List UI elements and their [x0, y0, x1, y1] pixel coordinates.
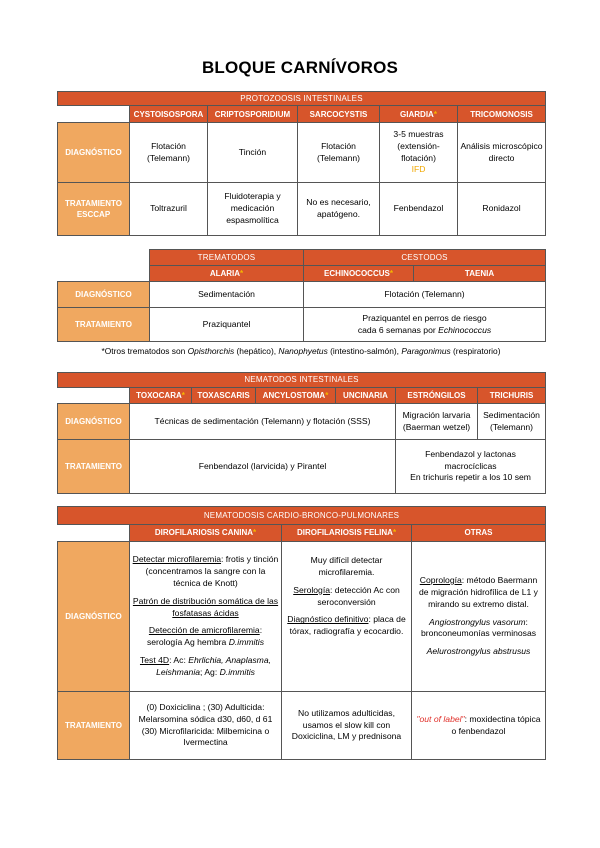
trematodos-band: TREMATODOS [150, 250, 304, 266]
cestodos-band: CESTODOS [304, 250, 546, 266]
row-tratamiento: TRATAMIENTO [58, 692, 130, 760]
col-ancylostoma: ANCYLOSTOMA* [256, 388, 336, 404]
col-uncinaria: UNCINARIA [336, 388, 396, 404]
diag-alaria: Sedimentación [150, 282, 304, 308]
diag-trichuris: Sedimentación (Telemann) [478, 404, 546, 440]
diag-ascaridos: Técnicas de sedimentación (Telemann) y flotación (SSS) [130, 404, 396, 440]
trat-giardia: Fenbendazol [380, 183, 458, 236]
col-dirofilariosis-canina: DIROFILARIOSIS CANINA* [130, 525, 282, 542]
diag-otras: Coprología: método Baermann de migración hidrofílica de L1 y mirando su extremo distal. Angiostrongylus vasorum: bronconeumonías verminosas Aelurostrongylus abstrusus [412, 542, 546, 692]
diag-criptosporidium: Tinción [208, 123, 298, 183]
row-diagnostico: DIAGNÓSTICO [58, 404, 130, 440]
col-trichuris: TRICHURIS [478, 388, 546, 404]
row-diagnostico: DIAGNÓSTICO [58, 123, 130, 183]
trat-criptosporidium: Fluidoterapia y medicación espasmolítica [208, 183, 298, 236]
page-title: BLOQUE CARNÍVOROS [201, 58, 399, 77]
trat-estrongilos-trichuris: Fenbendazol y lactonas macrocíclicas En trichuris repetir a los 10 sem [396, 440, 546, 494]
ifd-label: IFD [411, 164, 426, 175]
row-diagnostico: DIAGNÓSTICO [58, 282, 150, 308]
col-criptosporidium: CRIPTOSPORIDIUM [208, 106, 298, 123]
trat-ascaridos: Fenbendazol (larvicida) y Pirantel [130, 440, 396, 494]
row-tratamiento: TRATAMIENTO ESCCAP [58, 183, 130, 236]
protozoosis-band: PROTOZOOSIS INTESTINALES [58, 92, 546, 106]
cardio-table [57, 506, 546, 760]
col-sarcocystis: SARCOCYSTIS [298, 106, 380, 123]
nematodos-table [57, 372, 546, 494]
col-giardia: GIARDIA* [380, 106, 458, 123]
trematodos-footnote: *Otros trematodos son Opisthorchis (hepático), Nanophyetus (intestino-salmón), Paragonimus (respiratorio) [101, 346, 501, 356]
col-taenia: TAENIA [414, 266, 546, 282]
row-tratamiento: TRATAMIENTO [58, 308, 150, 342]
trat-otras: "out of label": moxidectina tópica o fenbendazol [412, 692, 546, 760]
col-toxascaris: TOXASCARIS [192, 388, 256, 404]
diag-canina: Detectar microfilaremia: frotis y tinción (concentramos la sangre con la técnica de Knott) Patrón de distribución somática de las fosfatasas ácidas Detección de amicrofilaremia: serología Ag hembra D.immitis Test 4D: Ac: Ehrlichia, Anaplasma, Leishmania; Ag: D.immitis [130, 542, 282, 692]
col-alaria: ALARIA* [150, 266, 304, 282]
col-dirofilariosis-felina: DIROFILARIOSIS FELINA* [282, 525, 412, 542]
trat-sarcocystis: No es necesario, apatógeno. [298, 183, 380, 236]
col-cystoisospora: CYSTOISOSPORA [130, 106, 208, 123]
row-diagnostico: DIAGNÓSTICO [58, 542, 130, 692]
protozoosis-table [57, 91, 546, 236]
col-otras: OTRAS [412, 525, 546, 542]
trat-alaria: Praziquantel [150, 308, 304, 342]
col-toxocara: TOXOCARA* [130, 388, 192, 404]
cardio-band: NEMATODOSIS CARDIO-BRONCO-PULMONARES [58, 507, 546, 525]
diag-estrongilos: Migración larvaria (Baerman wetzel) [396, 404, 478, 440]
nematodos-band: NEMATODOS INTESTINALES [58, 373, 546, 388]
diag-tricomonosis: Análisis microscópico directo [458, 123, 546, 183]
trat-tricomonosis: Ronidazol [458, 183, 546, 236]
diag-felina: Muy difícil detectar microfilaremia. Serología: detección Ac con seroconversión Diagnóstico definitivo: placa de tórax, radiografía y ecocardio. [282, 542, 412, 692]
trat-cystoisospora: Toltrazuril [130, 183, 208, 236]
trat-canina: (0) Doxiciclina ; (30) Adulticida: Melarsomina sódica d30, d60, d 61 (30) Microfilaricida: Milbemicina o Ivermectina [130, 692, 282, 760]
col-echinococcus: ECHINOCOCCUS* [304, 266, 414, 282]
col-estrongilos: ESTRÓNGILOS [396, 388, 478, 404]
trematodos-cestodos-table [57, 249, 546, 342]
trat-cestodos: Praziquantel en perros de riesgo cada 6 semanas por Echinococcus [304, 308, 546, 342]
trat-felina: No utilizamos adulticidas, usamos el slow kill con Doxiciclina, LM y prednisona [282, 692, 412, 760]
diag-sarcocystis: Flotación (Telemann) [298, 123, 380, 183]
diag-cystoisospora: Flotación (Telemann) [130, 123, 208, 183]
col-tricomonosis: TRICOMONOSIS [458, 106, 546, 123]
diag-giardia: 3-5 muestras (extensión-flotación) IFD [380, 123, 458, 183]
diag-cestodos: Flotación (Telemann) [304, 282, 546, 308]
row-tratamiento: TRATAMIENTO [58, 440, 130, 494]
